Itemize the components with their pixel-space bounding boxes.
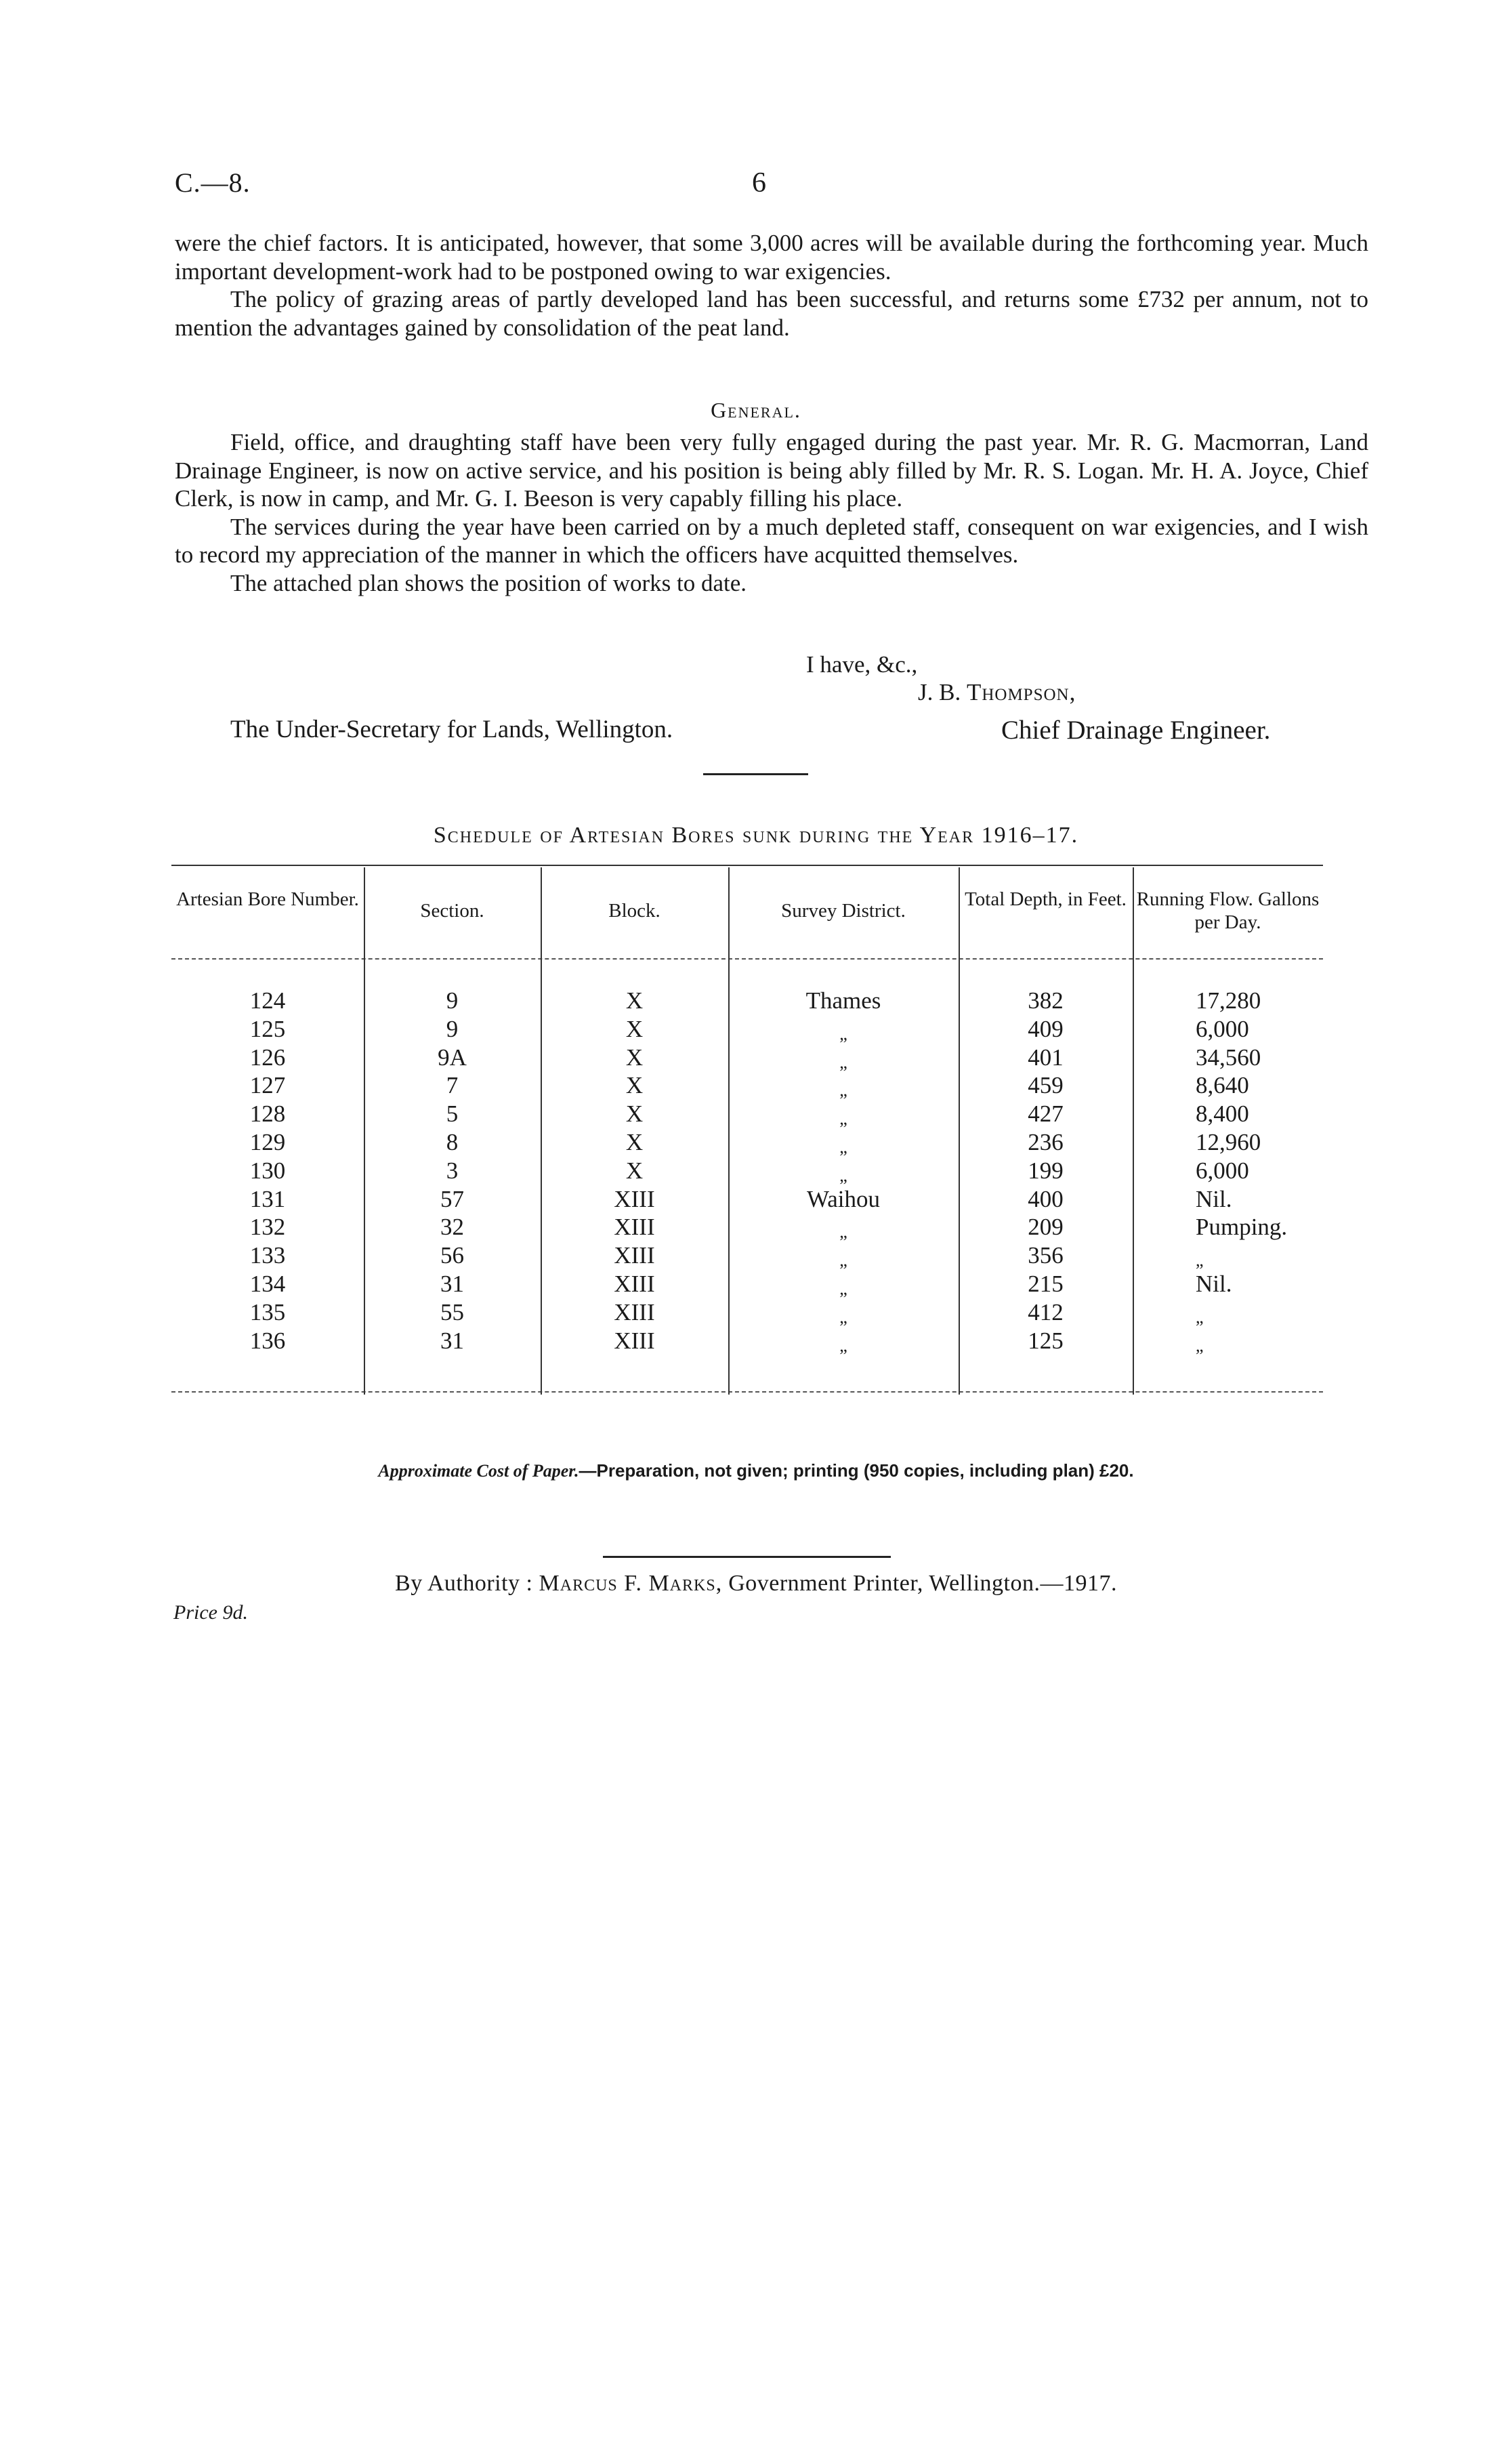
cell-depth: 412 [1028,1298,1064,1325]
paragraph-services: The services during the year have been carried on by a much depleted staff, consequent on war exigencies, and I wish to record my appreciation of the manner in which the officers have acquitted themselves. [175,513,1368,568]
cell-block: X [625,1044,644,1071]
cell-flow: 6,000 [1196,1157,1249,1184]
cell-block: XIII [614,1185,655,1212]
cell-block: X [625,987,644,1014]
cell-bore: 129 [249,1128,286,1155]
cell-depth: 459 [1028,1072,1064,1099]
cell-flow: Nil. [1196,1270,1232,1297]
header-total-depth: Total Depth, in Feet. [965,888,1127,910]
cell-district: „ [839,1278,847,1298]
cell-section: 3 [446,1157,459,1184]
cell-section: 7 [446,1072,459,1099]
cell-block: XIII [614,1327,655,1354]
addressee: The Under-Secretary for Lands, Wellington. [230,716,673,743]
cell-depth: 125 [1028,1327,1064,1354]
cell-section: 5 [446,1100,459,1128]
cell-district: „ [839,1250,847,1271]
page-number: 6 [752,167,766,199]
printer-authority [0,1571,1512,1597]
header-survey-district: Survey District. [781,900,906,922]
section-divider [703,773,808,775]
paragraph-grazing-policy: The policy of grazing areas of partly developed land has been successful, and returns some £732 per annum, not to mention the advantages gained by consolidation of the peat land. [175,286,1368,341]
signature-title: Chief Drainage Engineer. [1001,716,1271,745]
cell-block: X [625,1128,644,1155]
general-heading: General. [711,398,801,422]
authority-suffix: Government Printer, Wellington.—1917. [728,1571,1117,1596]
signature-initials: J. B. [918,679,961,705]
cell-depth: 215 [1028,1270,1064,1297]
cell-flow: 34,560 [1196,1044,1261,1071]
cell-flow: „ [1196,1306,1204,1327]
cell-flow: 8,640 [1196,1072,1249,1099]
signature-surname: Thompson, [966,679,1076,705]
paragraph-chief-factors: were the chief factors. It is anticipated, however, that some 3,000 acres will be available during the forthcoming year. Much important development-work had to be postponed owing to war exigencies. [175,230,1368,285]
cell-section: 55 [440,1298,464,1325]
cell-district: „ [839,1052,847,1072]
authority-prefix: By Authority : [395,1571,533,1596]
cell-block: XIII [614,1298,655,1325]
cell-flow: 6,000 [1196,1015,1249,1042]
cell-district: „ [839,1080,847,1100]
cell-bore: 126 [249,1044,286,1071]
column-section [364,987,541,1355]
cost-text: —Preparation, not given; printing (950 copies, including plan) £20. [579,1460,1134,1481]
paragraph-block-2 [175,428,1368,597]
paragraph-attached-plan: The attached plan shows the position of works to date. [230,569,747,596]
cell-flow: „ [1196,1250,1204,1271]
cell-block: X [625,1072,644,1099]
cell-flow: 17,280 [1196,987,1261,1014]
cell-flow: 8,400 [1196,1100,1249,1128]
cell-block: X [625,1100,644,1128]
cell-bore: 135 [249,1298,286,1325]
cell-block: X [625,1015,644,1042]
cell-bore: 124 [249,987,286,1014]
price: Price 9d. [173,1601,248,1624]
cell-bore: 131 [249,1185,286,1212]
table-top-rule [171,865,1323,866]
cell-district: „ [839,1023,847,1044]
cell-bore: 136 [249,1327,286,1354]
cell-block: XIII [614,1242,655,1269]
cell-district: „ [839,1165,847,1185]
cell-bore: 127 [249,1072,286,1099]
cell-block: X [625,1157,644,1184]
cell-section: 32 [440,1214,464,1241]
cell-district: „ [839,1335,847,1355]
cell-section: 9 [446,987,459,1014]
cell-depth: 401 [1028,1044,1064,1071]
table-bottom-rule [171,1391,1323,1393]
header-bore-number: Artesian Bore Number. [176,888,359,910]
cost-label: Approximate Cost of Paper. [378,1461,579,1481]
header-running-flow: Running Flow. Gallons per Day. [1136,888,1320,933]
cell-section: 31 [440,1270,464,1297]
cell-bore: 132 [249,1214,286,1241]
cell-bore: 128 [249,1100,286,1128]
cell-flow: „ [1196,1335,1204,1355]
cell-district: „ [839,1136,847,1157]
cell-bore: 130 [249,1157,286,1184]
footer-divider [603,1556,891,1558]
signature-name [918,679,1076,706]
cell-bore: 125 [249,1015,286,1042]
column-running-flow [1196,987,1323,1355]
column-bore-number [171,987,364,1355]
header-section: Section. [420,900,484,922]
table-header-rule [171,958,1323,960]
cell-section: 9 [446,1015,459,1042]
cell-block: XIII [614,1270,655,1297]
cell-bore: 133 [249,1242,286,1269]
cell-district: Thames [805,987,881,1014]
cell-section: 9A [438,1044,467,1071]
cell-depth: 400 [1028,1185,1064,1212]
paragraph-staff: Field, office, and draughting staff have been very fully engaged during the past year. Mr. R. G. Macmorran, Land Drainage Engineer, is now on active service, and his position is being ably filled by Mr. R. S. Logan. Mr. H. A. Joyce, Chief Clerk, is now in camp, and Mr. G. I. Beeson is very capably filling his place. [175,429,1368,512]
cell-section: 31 [440,1327,464,1354]
printer-name: Marcus F. Marks, [539,1571,723,1596]
cell-depth: 427 [1028,1100,1064,1128]
cell-section: 57 [440,1185,464,1212]
column-block [541,987,728,1355]
signature-closing: I have, &c., [806,651,918,678]
cell-depth: 409 [1028,1015,1064,1042]
cell-depth: 199 [1028,1157,1064,1184]
cell-district: „ [839,1109,847,1129]
cell-flow: Pumping. [1196,1214,1288,1241]
paragraph-block-1 [175,229,1368,342]
cost-of-paper-note [0,1460,1512,1481]
cell-depth: 236 [1028,1128,1064,1155]
cell-flow: 12,960 [1196,1128,1261,1155]
cell-district: „ [839,1306,847,1327]
cell-district: „ [839,1222,847,1242]
column-survey-district [728,987,959,1355]
column-total-depth [959,987,1133,1355]
cell-section: 8 [446,1128,459,1155]
cell-flow: Nil. [1196,1185,1232,1212]
cell-depth: 209 [1028,1214,1064,1241]
schedule-title: Schedule of Artesian Bores sunk during the Year 1916–17. [433,823,1079,848]
cell-bore: 134 [249,1270,286,1297]
cell-depth: 356 [1028,1242,1064,1269]
header-block: Block. [608,900,660,922]
cell-section: 56 [440,1242,464,1269]
column-divider [1133,867,1134,1395]
document-code: C.—8. [175,167,251,198]
cell-block: XIII [614,1214,655,1241]
cell-district: Waihou [807,1185,880,1212]
cell-depth: 382 [1028,987,1064,1014]
